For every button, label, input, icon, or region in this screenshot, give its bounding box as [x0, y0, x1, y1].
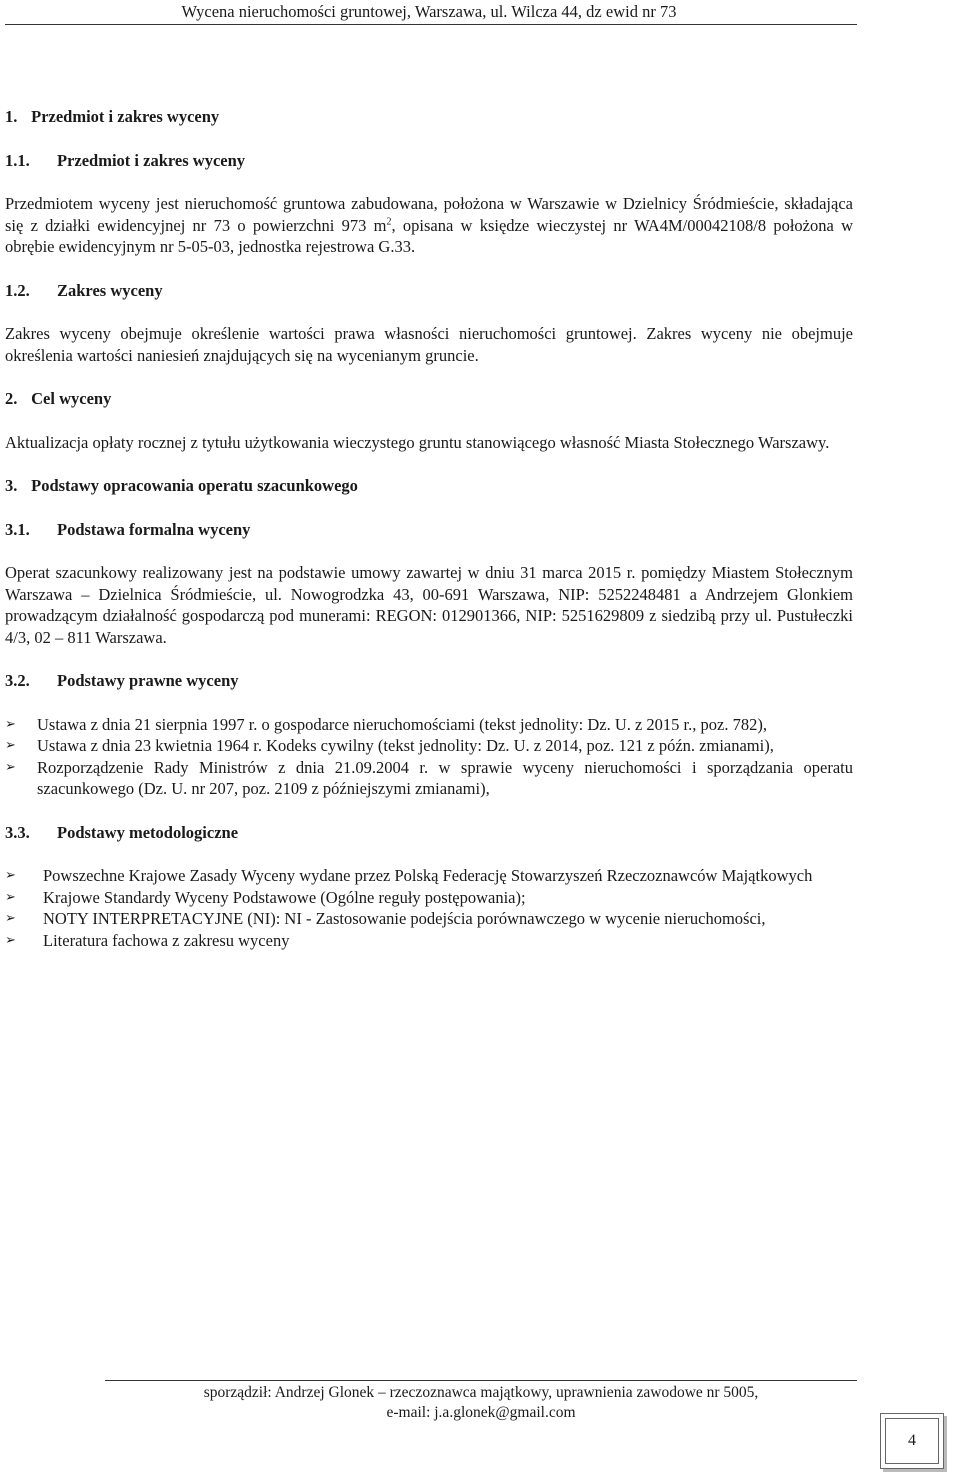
heading-section-1-2: 1.2. Zakres wyceny — [5, 280, 163, 300]
heading-section-2: 2. Cel wyceny — [5, 389, 112, 408]
list-item: ➢ Literatura fachowa z zakresu wyceny — [5, 930, 290, 950]
heading-section-1: 1. Przedmiot i zakres wyceny — [5, 107, 220, 126]
heading-section-3-3: 3.3. Podstawy metodologiczne — [5, 822, 239, 842]
bullet-arrow-icon: ➢ — [5, 759, 16, 775]
running-header: Wycena nieruchomości gruntowej, Warszawa, ul. Wilcza 44, dz ewid nr 73 — [181, 2, 677, 21]
heading-section-1-1: 1.1. Przedmiot i zakres wyceny — [5, 150, 246, 170]
methodology-list — [5, 865, 853, 951]
legal-basis-list — [5, 714, 853, 800]
document-body — [5, 106, 853, 951]
bullet-arrow-icon: ➢ — [5, 889, 16, 905]
header-divider — [5, 24, 857, 25]
paragraph-purpose: Aktualizacja opłaty rocznej z tytułu użytkowania wieczystego gruntu stanowiącego własność Miasta Stołecznego Warszawy. — [5, 432, 830, 452]
list-item: ➢ Krajowe Standardy Wyceny Podstawowe (Ogólne reguły postępowania); — [5, 887, 526, 907]
page-number-box — [880, 1413, 944, 1469]
bullet-arrow-icon: ➢ — [5, 911, 16, 926]
heading-section-3-2: 3.2. Podstawy prawne wyceny — [5, 671, 239, 690]
paragraph-formal-basis: Operat szacunkowy realizowany jest na podstawie umowy zawartej w dniu 31 marca 2015 r. pomiędzy Miastem Stołecznym Warszawa – Dzielnica Śródmieście, ul. Nowogrodzka 43, 00-691 Warszawa, NIP: 5252248481 a Andrzejem Glonkiem prowadzącym działalność gospodarczą pod munerami: REGON: 012901366, NIP: 5251629809 z siedzibą przy ul. Pustułeczki 4/3, 02 – 811 Warszawa. — [5, 563, 853, 647]
footer-divider — [105, 1380, 857, 1381]
page-number: 4 — [908, 1432, 916, 1449]
bullet-arrow-icon: ➢ — [5, 738, 16, 753]
list-item: ➢ Ustawa z dnia 21 sierpnia 1997 r. o gospodarce nieruchomościami (tekst jednolity: Dz. U. z 2015 r., poz. 782), — [5, 714, 767, 734]
bullet-arrow-icon: ➢ — [5, 868, 16, 883]
paragraph-subject: Przedmiotem wyceny jest nieruchomość gruntowa zabudowana, położona w Warszawie w Dzielnicy Śródmieście, składająca się z działki ewidencyjnej nr 73 o powierzchni 973 $m^2$, opisana w księdze wieczystej nr WA4M/00042108/8 położona w obrębie ewidencyjnym nr 5-05-03, jednostka rejestrowa G.33. — [5, 194, 853, 256]
bullet-arrow-icon: ➢ — [5, 932, 16, 948]
bullet-arrow-icon: ➢ — [5, 716, 16, 732]
list-item: ➢ Ustawa z dnia 23 kwietnia 1964 r. Kodeks cywilny (tekst jednolity: Dz. U. z 2014, poz. 121 z późn. zmianami), — [5, 736, 774, 755]
list-item: ➢ NOTY INTERPRETACYJNE (NI): NI - Zastosowanie podejścia porównawczego w wycenie nieruchomości, — [5, 909, 766, 928]
heading-section-3-1: 3.1. Podstawa formalna wyceny — [5, 519, 251, 539]
footer-author: sporządził: Andrzej Glonek – rzeczoznawca majątkowy, uprawnienia zawodowe nr 5005, — [203, 1384, 759, 1401]
paragraph-scope: Zakres wyceny obejmuje określenie wartości prawa własności nieruchomości gruntowej. Zakres wyceny nie obejmuje określenia wartości naniesień znajdujących się na wycenianym gruncie. — [5, 324, 853, 365]
list-item: ➢ Rozporządzenie Rady Ministrów z dnia 21.09.2004 r. w sprawie wyceny nieruchomości i sporządzania operatu szacunkowego (Dz. U. nr 207, poz. 2109 z późniejszymi zmianami), — [5, 757, 853, 798]
footer-email: e-mail: j.a.glonek@gmail.com — [386, 1404, 576, 1421]
list-item: ➢ Powszechne Krajowe Zasady Wyceny wydane przez Polską Federację Stowarzyszeń Rzeczoznawców Majątkowych — [5, 866, 813, 885]
heading-section-3: 3. Podstawy opracowania operatu szacunkowego — [5, 476, 358, 495]
footer — [105, 1383, 857, 1423]
